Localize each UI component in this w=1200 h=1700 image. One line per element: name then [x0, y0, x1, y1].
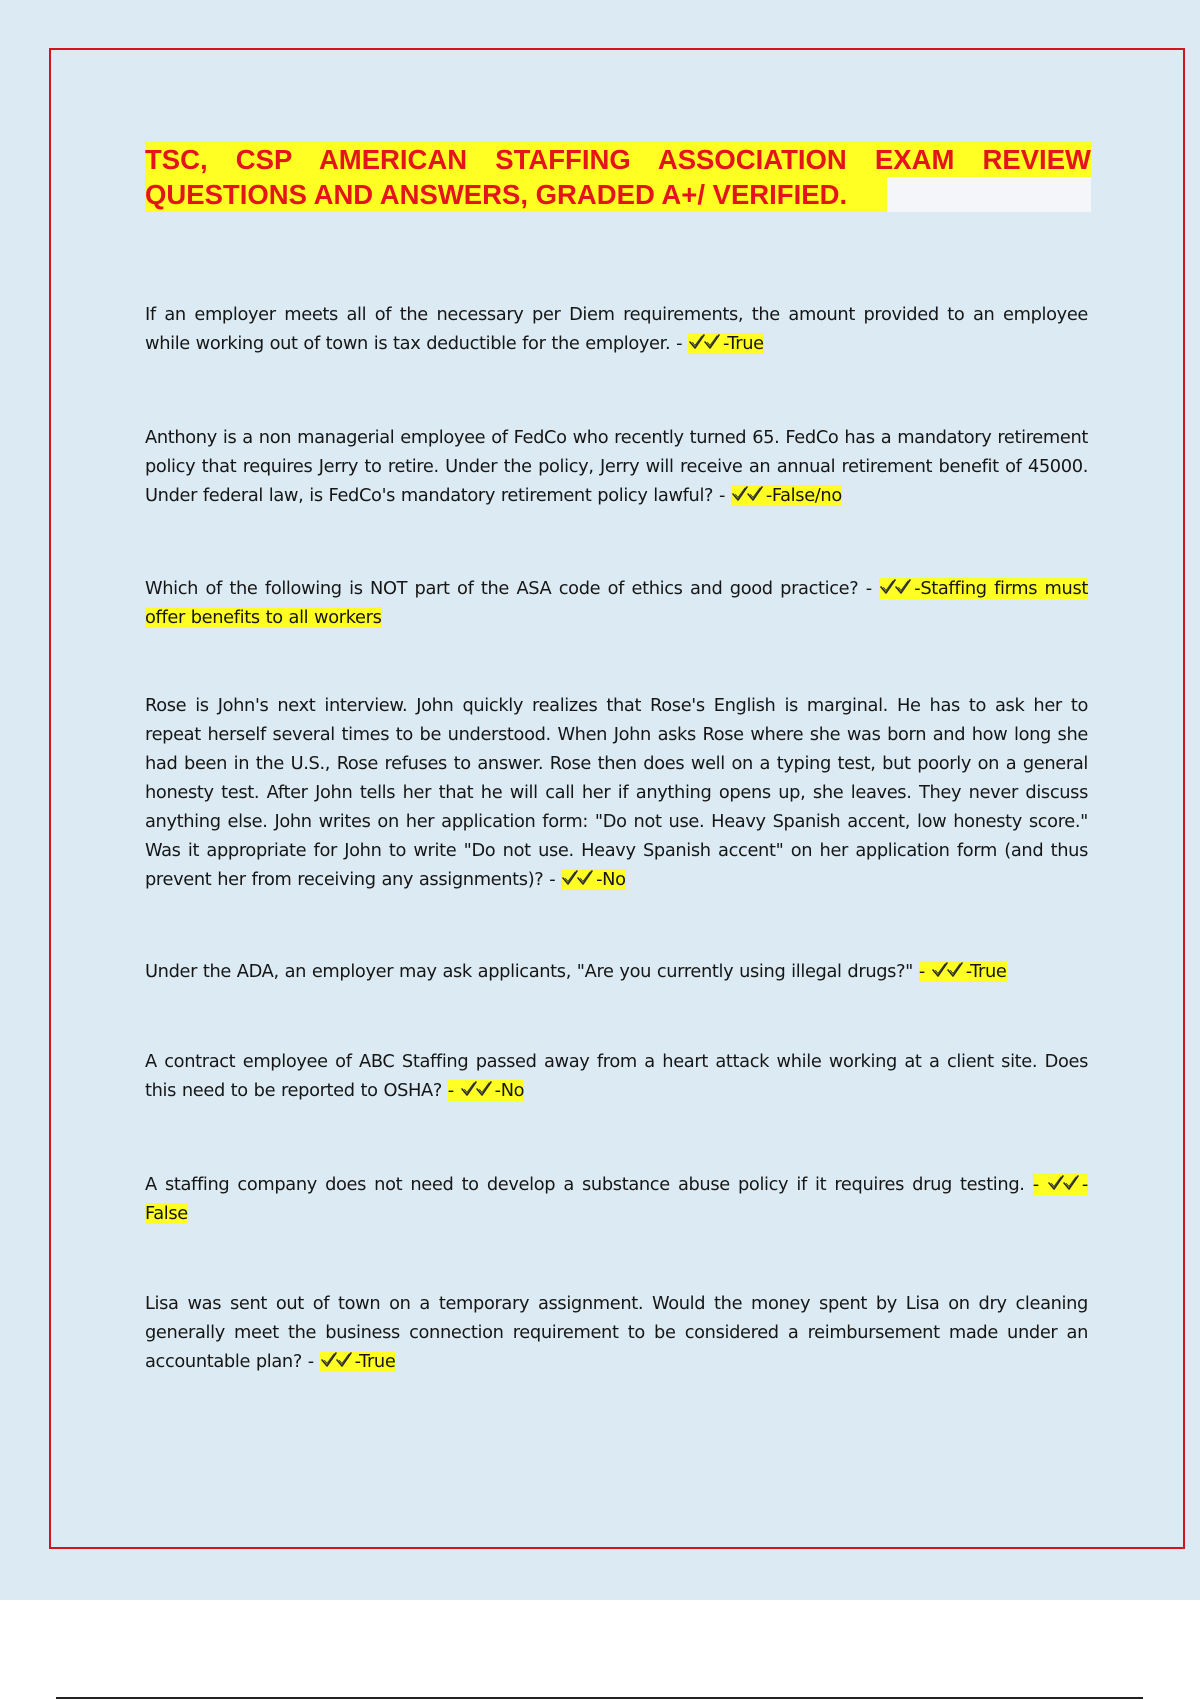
- document-title: [145, 142, 1091, 212]
- answer-text: -No: [596, 869, 626, 890]
- question-text: Anthony is a non managerial employee of FedCo who recently turned 65. FedCo has a mandatory retirement policy that requires Jerry to retire. Under the policy, Jerry will receive an annual retirement benefit of 45000. Under federal law, is FedCo's mandatory retirement policy lawful? -: [145, 427, 1088, 506]
- double-checkmark-icon: [561, 868, 596, 888]
- question-text: Which of the following is NOT part of the ASA code of ethics and good practice? -: [145, 578, 872, 599]
- answer-highlight: - -No: [447, 1080, 525, 1101]
- answer-highlight: [561, 869, 626, 890]
- answer-highlight: - -False: [145, 1174, 1088, 1224]
- qa-item: [145, 1170, 1088, 1228]
- question-text: Rose is John's next interview. John quickly realizes that Rose's English is marginal. He has to ask her to repeat herself several times to be understood. When John asks Rose where she was born and how long she had been in the U.S., Rose refuses to answer. Rose then does well on a typing test, but poorly on a general honesty test. After John tells her that he will call her if anything opens up, she leaves. They never discuss anything else. John writes on her application form: "Do not use. Heavy Spanish accent, low honesty score." Was it appropriate for John to write "Do not use. Heavy Spanish accent" on her application form (and thus prevent her from receiving any assignments)? -: [145, 695, 1088, 890]
- title-line-2: QUESTIONS AND ANSWERS, GRADED A+/ VERIFIED.: [145, 177, 1091, 212]
- qa-item: [145, 1289, 1088, 1376]
- qa-item: [145, 1047, 1088, 1105]
- qa-item: [145, 423, 1088, 510]
- question-text: A contract employee of ABC Staffing passed away from a heart attack while working at a client site. Does this need to be reported to OSHA?: [145, 1051, 1088, 1101]
- question-text: If an employer meets all of the necessary per Diem requirements, the amount provided to an employee while working out of town is tax deductible for the employer. -: [145, 304, 1088, 354]
- qa-item: [145, 691, 1088, 894]
- answer-highlight: [731, 485, 842, 506]
- footer-divider: [56, 1697, 1143, 1699]
- double-checkmark-icon: [320, 1350, 355, 1370]
- double-checkmark-icon: [731, 484, 766, 504]
- double-checkmark-icon: [1047, 1173, 1082, 1193]
- answer-highlight: [688, 333, 764, 354]
- qa-item: [145, 300, 1088, 358]
- double-checkmark-icon: [460, 1079, 495, 1099]
- double-checkmark-icon: [931, 960, 966, 980]
- answer-text: -False: [145, 1174, 1088, 1224]
- answer-text: -No: [494, 1080, 525, 1101]
- double-checkmark-icon: [688, 332, 723, 352]
- qa-item: [145, 574, 1088, 632]
- answer-text: -Staffing firms must offer benefits to all workers: [145, 578, 1088, 628]
- double-checkmark-icon: [879, 577, 914, 597]
- question-text: A staffing company does not need to develop a substance abuse policy if it requires drug testing.: [145, 1174, 1025, 1195]
- answer-text: -True: [722, 333, 764, 354]
- answer-text: -False/no: [765, 485, 842, 506]
- question-text: Lisa was sent out of town on a temporary assignment. Would the money spent by Lisa on dry cleaning generally meet the business connection requirement to be considered a reimbursement made under an accountable plan? -: [145, 1293, 1088, 1372]
- answer-highlight: - -True: [918, 961, 1007, 982]
- answer-highlight: [320, 1351, 396, 1372]
- answer-text: -True: [965, 961, 1007, 982]
- question-text: Under the ADA, an employer may ask applicants, "Are you currently using illegal drugs?": [145, 961, 914, 982]
- qa-item: [145, 957, 1088, 986]
- answer-text: -True: [354, 1351, 396, 1372]
- title-line-1: TSC, CSP AMERICAN STAFFING ASSOCIATION EXAM REVIEW: [145, 144, 1091, 175]
